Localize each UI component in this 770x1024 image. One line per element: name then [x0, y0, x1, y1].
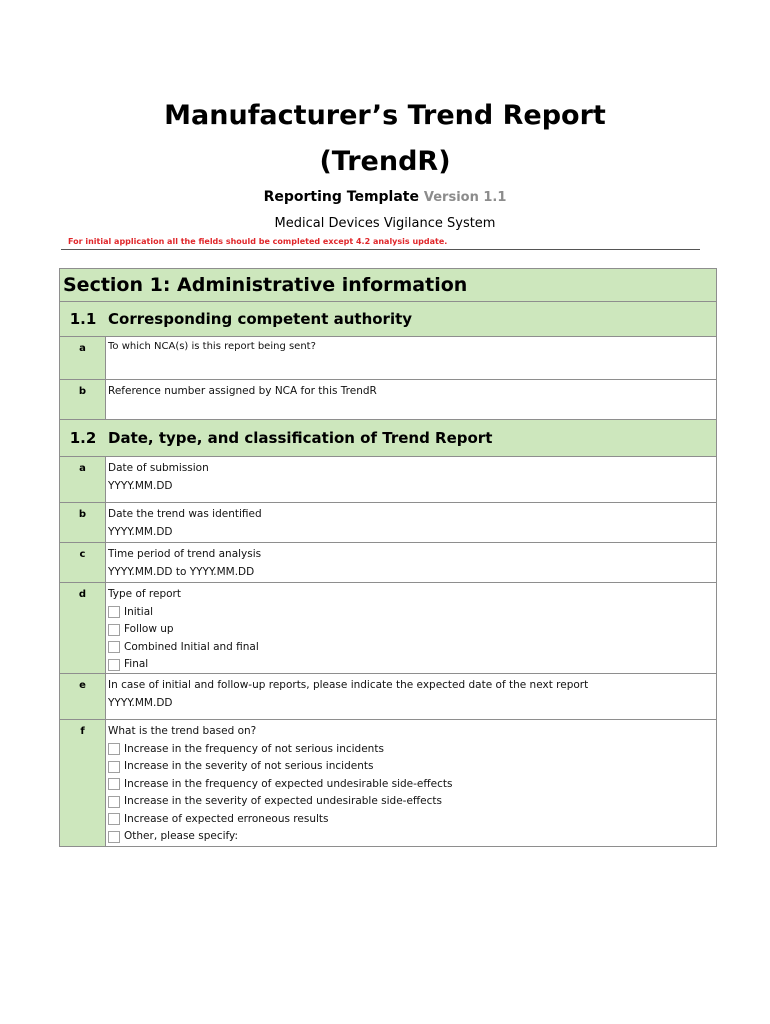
option-label: Initial [124, 605, 154, 618]
report-title-line2: (TrendR) [319, 146, 451, 177]
report-type-option[interactable] [108, 639, 714, 657]
field-question[interactable]: To which NCA(s) is this report being sent? [108, 341, 316, 352]
report-type-option[interactable] [108, 656, 714, 674]
field-1-2-d[interactable] [60, 583, 716, 674]
checkbox[interactable] [108, 624, 120, 636]
field-question: Date the trend was identified [108, 508, 262, 520]
option-label: Increase in the frequency of not serious incidents [124, 742, 384, 755]
option-label: Increase in the frequency of expected undesirable side-effects [124, 777, 453, 790]
template-version: Version 1.1 [423, 190, 507, 205]
field-1-2-f[interactable] [60, 720, 716, 847]
field-label: a [60, 457, 106, 502]
field-body[interactable] [106, 503, 716, 542]
checkbox[interactable] [108, 606, 120, 618]
field-question: Date of submission [108, 462, 209, 474]
field-label: b [60, 503, 106, 542]
checkbox[interactable] [108, 659, 120, 671]
header-divider [61, 249, 700, 250]
field-label: e [60, 674, 106, 719]
subsection-1-1-header [60, 302, 716, 337]
subsection-number: 1.2 [69, 429, 97, 447]
trend-basis-option[interactable] [108, 776, 714, 794]
option-label: Final [124, 658, 149, 670]
field-1-1-a[interactable] [60, 337, 716, 380]
subsection-1-2-header [60, 420, 716, 457]
trend-basis-option[interactable] [108, 828, 714, 846]
field-1-2-c[interactable] [60, 543, 716, 583]
report-type-option[interactable] [108, 621, 714, 639]
field-question: Time period of trend analysis [108, 548, 262, 560]
field-1-2-e[interactable] [60, 674, 716, 720]
checkbox[interactable] [108, 761, 120, 773]
checkbox[interactable] [108, 778, 120, 790]
report-type-option[interactable] [108, 604, 714, 622]
option-label: Other, please specify: [124, 830, 239, 842]
checkbox[interactable] [108, 743, 120, 755]
section-1-header [60, 269, 716, 302]
field-label: b [60, 380, 106, 419]
field-1-2-a[interactable] [60, 457, 716, 503]
subsection-number: 1.1 [69, 310, 97, 328]
field-question: Type of report [108, 588, 181, 600]
field-question: What is the trend based on? [108, 725, 257, 737]
subsection-title: Corresponding competent authority [108, 310, 413, 328]
field-label: a [60, 337, 106, 379]
checkbox[interactable] [108, 796, 120, 808]
field-body[interactable] [106, 457, 716, 502]
system-name: Medical Devices Vigilance System [274, 216, 496, 231]
field-label: c [60, 543, 106, 582]
field-question: In case of initial and follow-up reports, please indicate the expected date of the next report [108, 679, 589, 691]
field-body [106, 720, 716, 846]
date-format-hint[interactable]: YYYY.MM.DD [108, 696, 173, 709]
template-name: Reporting Template [263, 189, 419, 205]
field-1-2-b[interactable] [60, 503, 716, 543]
checkbox[interactable] [108, 641, 120, 653]
trend-basis-option[interactable] [108, 741, 714, 759]
subsection-title: Date, type, and classification of Trend Report [108, 429, 493, 447]
date-format-hint[interactable]: YYYY.MM.DD [108, 479, 173, 492]
field-body[interactable] [106, 674, 716, 719]
field-body[interactable] [106, 543, 716, 582]
section-1-title: Section 1: Administrative information [63, 274, 468, 296]
report-form [59, 268, 717, 847]
completion-note: For initial application all the fields should be completed except 4.2 analysis update. [68, 237, 448, 246]
date-format-hint[interactable]: YYYY.MM.DD [108, 525, 173, 538]
report-title-line1: Manufacturer’s Trend Report [164, 100, 606, 131]
trend-basis-option[interactable] [108, 811, 714, 829]
checkbox[interactable] [108, 831, 120, 843]
template-subtitle [0, 189, 770, 205]
field-question[interactable]: Reference number assigned by NCA for this TrendR [108, 385, 377, 397]
field-body [106, 583, 716, 673]
checkbox[interactable] [108, 813, 120, 825]
field-label: d [60, 583, 106, 673]
option-label: Combined Initial and final [124, 640, 259, 653]
date-range-hint[interactable]: YYYY.MM.DD to YYYY.MM.DD [108, 565, 255, 578]
option-label: Increase of expected erroneous results [124, 812, 329, 825]
field-1-1-b[interactable] [60, 380, 716, 420]
trend-basis-option[interactable] [108, 758, 714, 776]
trend-basis-option[interactable] [108, 793, 714, 811]
option-label: Increase in the severity of not serious incidents [124, 760, 374, 772]
option-label: Increase in the severity of expected undesirable side-effects [124, 795, 442, 807]
field-label: f [60, 720, 106, 846]
option-label: Follow up [124, 623, 174, 635]
